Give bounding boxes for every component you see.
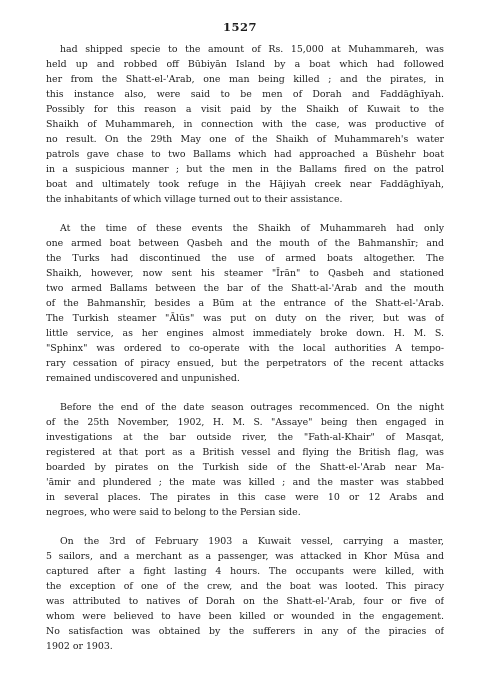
paragraph	[46, 400, 444, 520]
text-line: whom were believed to have been killed or wounded in the engagement.	[46, 611, 444, 622]
paragraph	[46, 534, 444, 654]
text-line: the exception of one of the crew, and the boat was looted. This piracy	[46, 581, 444, 592]
text-line: remained undiscovered and unpunished.	[46, 373, 240, 384]
text-line: 'āmir and plundered ; the mate was killed ; and the master was stabbed	[46, 477, 444, 488]
text-line: 1902 or 1903.	[46, 641, 113, 652]
paragraph	[46, 42, 444, 207]
text-line: Shaikh of Muhammareh, in connection with the case, was productive of	[46, 119, 444, 130]
text-line: in several places. The pirates in this case were 10 or 12 Arabs and	[46, 492, 444, 503]
text-line: captured after a fight lasting 4 hours. The occupants were killed, with	[46, 566, 444, 577]
text-line: registered at that port as a British vessel and flying the British flag, was	[46, 447, 444, 458]
text-line: had shipped specie to the amount of Rs. 15,000 at Muhammareh, was	[60, 44, 444, 55]
text-line: her from the Shatt-el-'Arab, one man being killed ; and the pirates, in	[46, 74, 444, 85]
text-line: was attributed to natives of Dorah on the Shatt-el-'Arab, four or five of	[46, 596, 444, 607]
text-line: Shaikh, however, now sent his steamer "Īrān" to Qasbeh and stationed	[46, 268, 444, 279]
text-line: in a suspicious manner ; but the men in the Ballams fired on the patrol	[46, 164, 444, 175]
paragraph	[46, 221, 444, 386]
text-line: held up and robbed off Būbiyān Island by a boat which had followed	[46, 59, 444, 70]
text-line: little service, as her engines almost immediately broke down. H. M. S.	[46, 328, 444, 339]
text-line: of the 25th November, 1902, H. M. S. "Assaye" being then engaged in	[46, 417, 444, 428]
text-line: of the Bahmanshīr, besides a Būm at the entrance of the Shatt-el-'Arab.	[46, 298, 444, 309]
text-line: At the time of these events the Shaikh of Muhammareh had only	[60, 223, 444, 234]
text-line: investigations at the bar outside river, the "Fath-al-Khair" of Masqat,	[46, 432, 444, 443]
text-line: the Turks had discontinued the use of armed boats altogether. The	[46, 253, 444, 264]
text-line: rary cessation of piracy ensued, but the perpetrators of the recent attacks	[46, 358, 444, 369]
text-line: boarded by pirates on the Turkish side of the Shatt-el-'Arab near Ma-	[46, 462, 444, 473]
text-line: Possibly for this reason a visit paid by the Shaikh of Kuwait to the	[46, 104, 444, 115]
text-line: On the 3rd of February 1903 a Kuwait vessel, carrying a master,	[60, 536, 444, 547]
body-text	[46, 42, 444, 668]
text-line: "Sphinx" was ordered to co-operate with the local authorities A tempo-	[46, 343, 444, 354]
text-line: the inhabitants of which village turned out to their assistance.	[46, 194, 343, 205]
text-line: boat and ultimately took refuge in the Hājiyah creek near Faddāghīyah,	[46, 179, 444, 190]
text-line: 5 sailors, and a merchant as a passenger, was attacked in Khor Mūsa and	[46, 551, 444, 562]
text-line: No satisfaction was obtained by the sufferers in any of the piracies of	[46, 626, 444, 637]
text-line: no result. On the 29th May one of the Shaikh of Muhammareh's water	[46, 134, 444, 145]
text-line: negroes, who were said to belong to the Persian side.	[46, 507, 301, 518]
text-line: one armed boat between Qasbeh and the mouth of the Bahmanshīr; and	[46, 238, 444, 249]
text-line: this instance also, were said to be men of Dorah and Faddāghīyah.	[46, 89, 444, 100]
text-line: patrols gave chase to two Ballams which had approached a Būshehr boat	[46, 149, 444, 160]
text-line: Before the end of the date season outrages recommenced. On the night	[60, 402, 444, 413]
text-line: two armed Ballams between the bar of the Shatt-al-'Arab and the mouth	[46, 283, 444, 294]
text-line: The Turkish steamer "Ālūs" was put on duty on the river, but was of	[46, 313, 444, 324]
page-number: 1527	[222, 20, 257, 34]
